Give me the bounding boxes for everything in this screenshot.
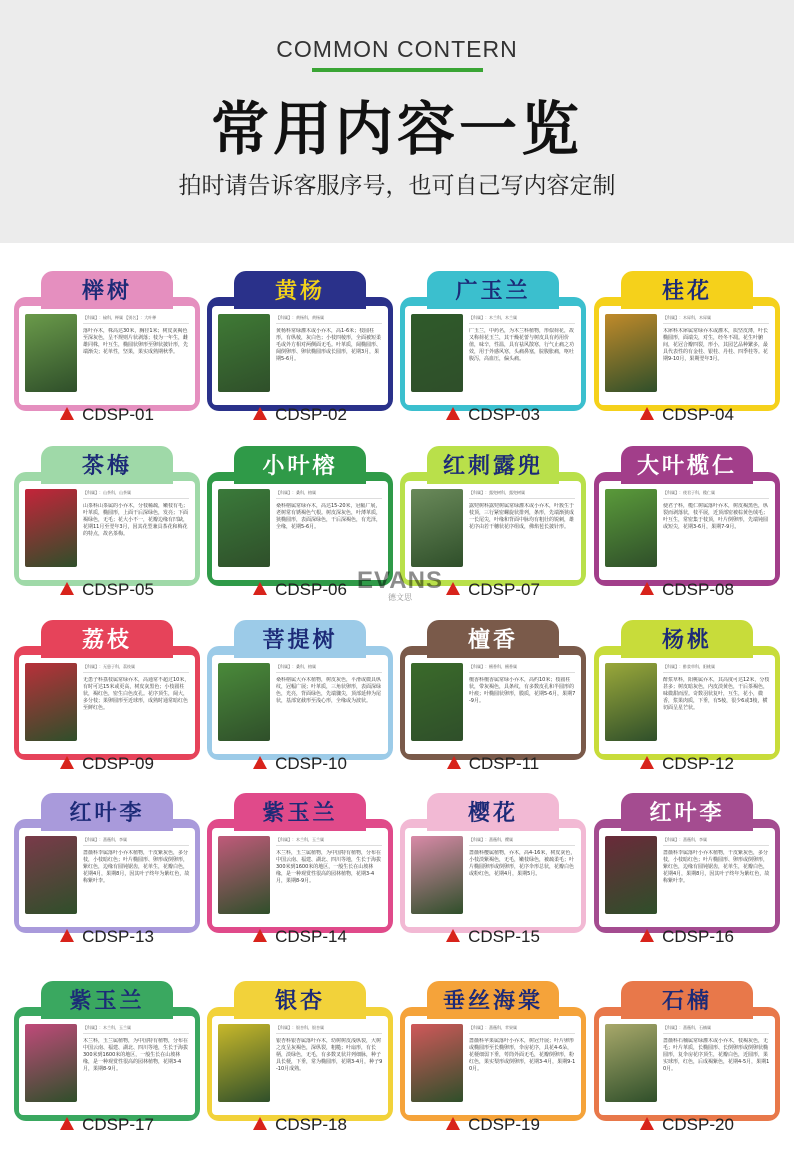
red-arrow-icon bbox=[640, 1117, 654, 1130]
sign-title: 红刺露兜 bbox=[427, 446, 559, 484]
plant-photo bbox=[25, 663, 77, 741]
sign-title: 小叶榕 bbox=[234, 446, 366, 484]
sign-card[interactable] bbox=[14, 428, 200, 603]
sign-card[interactable] bbox=[400, 428, 586, 603]
red-arrow-icon bbox=[640, 582, 654, 595]
sign-code: CDSP-09 bbox=[82, 754, 154, 773]
sign-title: 荔枝 bbox=[41, 620, 173, 658]
plant-meta: 【科属】：檀香科，檀香属 bbox=[469, 662, 575, 673]
sign-code: CDSP-02 bbox=[275, 405, 347, 424]
sign-code: CDSP-20 bbox=[662, 1115, 734, 1134]
plant-description: 木兰科，玉兰属植物，为中国特有植物，分布在中国云南、福建、湖北、四川等地，生长于海拔300米到1600米的地区，一般生长在山坡林缘，是一种观赏性很高的园林植物，花期3-4月，果期8-9月。 bbox=[276, 850, 382, 884]
sign-code-row bbox=[400, 577, 586, 603]
sign-title: 桂花 bbox=[621, 271, 753, 309]
plant-photo bbox=[605, 1024, 657, 1102]
sign-code-row bbox=[400, 924, 586, 950]
sign-code: CDSP-07 bbox=[468, 580, 540, 599]
plant-meta: 【科属】：木兰科，玉兰属 bbox=[83, 1023, 189, 1034]
sign-title: 银杏 bbox=[234, 981, 366, 1019]
plant-description: 无患子科荔枝属常绿乔木，高通常不超过10米，有时可达15米或更高，树皮灰黑色；小枝圆柱状，褐红色，密生白色皮孔。花序顶生，阔大，多分枝；果卵圆形至近球形，成熟时通常暗红色至鲜红色。 bbox=[83, 677, 190, 711]
sign-preview bbox=[14, 981, 200, 1121]
sign-title: 菩提树 bbox=[234, 620, 366, 658]
sign-board bbox=[207, 472, 393, 586]
sign-title: 垂丝海棠 bbox=[427, 981, 559, 1019]
sign-board bbox=[14, 646, 200, 760]
sign-board bbox=[207, 1007, 393, 1121]
sign-content-panel bbox=[19, 306, 195, 405]
red-arrow-icon bbox=[253, 756, 267, 769]
plant-photo bbox=[411, 314, 463, 392]
sign-content-panel bbox=[405, 1016, 581, 1115]
sign-code-row bbox=[14, 924, 200, 950]
sign-title: 紫玉兰 bbox=[234, 793, 366, 831]
sign-code-row bbox=[14, 1112, 200, 1138]
sign-title: 檀香 bbox=[427, 620, 559, 658]
red-arrow-icon bbox=[446, 1117, 460, 1130]
sign-preview bbox=[400, 981, 586, 1121]
sign-code-row bbox=[594, 577, 780, 603]
sign-content-panel bbox=[19, 828, 195, 927]
plant-description: 桑科榕属大乔木植物，树皮灰色，平滑或微具纵纹，冠幅广展；叶革质，三角状卵形，表面深绿色，光亮，背面绿色，先端骤尖，顶部延伸为尾状，基部宽截形至浅心形，全缘或为波状。 bbox=[276, 677, 382, 704]
sign-code: CDSP-10 bbox=[275, 754, 347, 773]
sign-code-row bbox=[207, 751, 393, 777]
sign-content-panel bbox=[19, 1016, 195, 1115]
red-arrow-icon bbox=[60, 407, 74, 420]
sign-code: CDSP-05 bbox=[82, 580, 154, 599]
sign-board bbox=[14, 819, 200, 933]
red-arrow-icon bbox=[60, 1117, 74, 1130]
sign-title: 广玉兰 bbox=[427, 271, 559, 309]
plant-description: 露兜树科露兜树属常绿灌木或小乔木，叶簇生于枝顶，三行紧密螺旋状排列，条形，先端渐狭成一长尾尖，叶缘和背面中脉均有粗壮的锐刺，雄花序由若干穗状花序组成，佛焰苞长披针形。 bbox=[469, 503, 575, 530]
english-title: COMMON CONTERN bbox=[276, 36, 518, 62]
sign-board bbox=[14, 472, 200, 586]
sign-title: 茶梅 bbox=[41, 446, 173, 484]
plant-description: 广玉兰，中药名，为木兰科植物，形似荷花，故又称荷花玉兰，其干燥花蕾与树皮具有药用价值，味辛，性温，具有祛风散寒，行气止痛之功效，用于外感风寒，头痛鼻塞，脘腹胀痛，呕吐腹泻，高血压，偏头痛。 bbox=[469, 328, 575, 362]
sign-board bbox=[207, 297, 393, 411]
sign-code: CDSP-14 bbox=[275, 927, 347, 946]
sign-preview bbox=[207, 793, 393, 933]
sign-card[interactable] bbox=[400, 963, 586, 1138]
sign-code: CDSP-08 bbox=[662, 580, 734, 599]
sign-preview bbox=[207, 271, 393, 411]
plant-photo bbox=[411, 489, 463, 567]
plant-photo bbox=[218, 314, 270, 392]
plant-photo bbox=[25, 1024, 77, 1102]
red-arrow-icon bbox=[640, 756, 654, 769]
plant-photo bbox=[411, 836, 463, 914]
sign-card[interactable] bbox=[207, 775, 393, 950]
sign-board bbox=[400, 1007, 586, 1121]
title-underline bbox=[312, 68, 483, 72]
plant-meta: 【科属】：黄杨科，黄杨属 bbox=[276, 313, 382, 324]
sign-code-row bbox=[14, 577, 200, 603]
sign-code-row bbox=[207, 402, 393, 428]
plant-description: 山茶科山茶属的小乔木，分枝稀疏，嫩枝有毛；叶革质，椭圆形，上面干后深绿色，发亮；下面褐绿色，无毛；花大小不一，花瓣边缘有凹缺，花期11月至翌年3月，因其花型兼具茶花和梅花的特点，故名茶梅。 bbox=[83, 503, 189, 537]
plant-description: 银杏科银杏属落叶乔木，幼树树皮浅纵裂，大树之皮呈灰褐色，深纵裂，粗糙；叶扇形，有长柄，淡绿色，无毛，有多数叉状并列细脉，种子具长梗，下垂，常为椭圆形，花期3-4月，种子9-10月成熟。 bbox=[276, 1038, 383, 1072]
sign-content-panel bbox=[212, 655, 388, 754]
sign-board bbox=[14, 297, 200, 411]
sign-title: 石楠 bbox=[621, 981, 753, 1019]
plant-description: 黄杨科常绿灌木或小乔木，高1-6米；枝圆柱形，有纵棱，灰白色；小枝四棱形，全面被短柔毛或外方相对两侧面无毛。叶革质，阔椭圆形、阔倒卵形、卵状椭圆形或长圆形，花期3月，果期5-6月。 bbox=[276, 328, 382, 362]
sign-code-row bbox=[400, 402, 586, 428]
sign-content-panel bbox=[405, 481, 581, 580]
red-arrow-icon bbox=[446, 407, 460, 420]
sign-code-row bbox=[594, 751, 780, 777]
sign-content-panel bbox=[599, 481, 775, 580]
plant-description: 蔷薇科樱属植物，乔木，高4-16米，树皮灰色，小枝淡紫褐色，无毛，嫩枝绿色，被疏柔毛；叶片椭圆卵形或倒卵形，花序伞形总状，花瓣白色或粉红色，花期4月，果期5月。 bbox=[469, 850, 576, 877]
red-arrow-icon bbox=[253, 1117, 267, 1130]
sign-content-panel bbox=[405, 828, 581, 927]
sign-board bbox=[400, 646, 586, 760]
sign-content-panel bbox=[212, 1016, 388, 1115]
sign-preview bbox=[400, 271, 586, 411]
sign-title: 樱花 bbox=[427, 793, 559, 831]
sign-card[interactable] bbox=[207, 253, 393, 428]
sign-content-panel bbox=[19, 481, 195, 580]
sign-code: CDSP-12 bbox=[662, 754, 734, 773]
red-arrow-icon bbox=[60, 929, 74, 942]
sign-board bbox=[400, 819, 586, 933]
plant-meta: 【科属】：蔷薇科，李属 bbox=[663, 835, 769, 846]
sign-code: CDSP-18 bbox=[275, 1115, 347, 1134]
red-arrow-icon bbox=[60, 582, 74, 595]
sign-code: CDSP-01 bbox=[82, 405, 154, 424]
sign-board bbox=[594, 1007, 780, 1121]
sign-board bbox=[14, 1007, 200, 1121]
sign-board bbox=[594, 819, 780, 933]
sign-board bbox=[594, 646, 780, 760]
sign-board bbox=[400, 472, 586, 586]
sign-preview bbox=[400, 446, 586, 586]
sign-code: CDSP-11 bbox=[468, 754, 540, 773]
plant-meta: 【科属】：木兰科，木兰属 bbox=[469, 313, 575, 324]
plant-meta: 【科属】：木兰科，玉兰属 bbox=[276, 835, 382, 846]
page-subtitle: 拍时请告诉客服序号，也可自己写内容定制 bbox=[178, 173, 616, 199]
sign-card[interactable] bbox=[14, 775, 200, 950]
sign-card[interactable] bbox=[14, 602, 200, 777]
sign-code-row bbox=[594, 1112, 780, 1138]
sign-code-row bbox=[14, 402, 200, 428]
sign-content-panel bbox=[599, 306, 775, 405]
plant-description: 桑科榕属常绿乔木，高达15-20米，冠幅广展，老树常有锈褐色气根。树皮深灰色，叶薄革质，狭椭圆形，表面深绿色，干后深褐色，有光泽，全缘，花期5-6月。 bbox=[276, 503, 382, 530]
sign-preview bbox=[14, 271, 200, 411]
red-arrow-icon bbox=[640, 929, 654, 942]
plant-photo bbox=[605, 489, 657, 567]
sign-preview bbox=[14, 793, 200, 933]
sign-code: CDSP-19 bbox=[468, 1115, 540, 1134]
plant-meta: 【科属】：桑科，榕属 bbox=[276, 662, 382, 673]
red-arrow-icon bbox=[253, 582, 267, 595]
sign-code-row bbox=[207, 1112, 393, 1138]
sign-preview bbox=[207, 620, 393, 760]
sign-card[interactable] bbox=[400, 775, 586, 950]
plant-description: 木兰科，玉兰属植物，为中国特有植物，分布在中国云南、福建、湖北、四川等地，生长于海拔300米到1600米的地区，一般生长在山坡林缘，是一种观赏性很高的园林植物，花期3-4月，果期8-9月。 bbox=[83, 1038, 189, 1072]
plant-meta: 【科属】：蔷薇科，石楠属 bbox=[663, 1023, 769, 1034]
plant-meta: 【科属】：蔷薇科，李属 bbox=[83, 835, 189, 846]
sign-code: CDSP-15 bbox=[468, 927, 540, 946]
sign-preview bbox=[594, 446, 780, 586]
red-arrow-icon bbox=[60, 756, 74, 769]
plant-meta: 【科属】：露兜树科，露兜树属 bbox=[469, 488, 575, 499]
plant-meta: 【科属】：使君子科，榄仁属 bbox=[663, 488, 769, 499]
sign-title: 杨桃 bbox=[621, 620, 753, 658]
plant-meta: 【科属】：蔷薇科，樱属 bbox=[469, 835, 575, 846]
sign-preview bbox=[594, 620, 780, 760]
sign-title: 紫玉兰 bbox=[41, 981, 173, 1019]
sign-code-row bbox=[400, 751, 586, 777]
sign-preview bbox=[400, 620, 586, 760]
plant-meta: 【科属】：无患子科，荔枝属 bbox=[83, 662, 189, 673]
sign-card[interactable] bbox=[207, 602, 393, 777]
red-arrow-icon bbox=[253, 407, 267, 420]
sign-preview bbox=[594, 271, 780, 411]
watermark-brand: EVANS bbox=[357, 567, 443, 594]
plant-photo bbox=[25, 489, 77, 567]
plant-meta: 【科属】：酢浆草科，阳桃属 bbox=[663, 662, 769, 673]
sign-board bbox=[207, 646, 393, 760]
plant-meta: 【科属】：蔷薇科，苹果属 bbox=[469, 1023, 575, 1034]
sign-card[interactable] bbox=[400, 602, 586, 777]
sign-card[interactable] bbox=[207, 428, 393, 603]
sign-code: CDSP-17 bbox=[82, 1115, 154, 1134]
plant-description: 使君子科，榄仁树属落叶乔木，树皮褐黑色，纵裂而剥落状，枝平展，近顶部密被棕黄色绒毛；叶互生，常密集于枝顶，叶片倒卵形，先端钝圆或短尖，花期3-6月，果期7-9月。 bbox=[663, 503, 769, 530]
plant-description: 蔷薇科石楠属常绿灌木或小乔木，枝褐灰色，无毛；叶片革质，长椭圆形、长倒卵形或倒卵状椭圆形，复伞房花序顶生，花瓣白色，近圆形，果实球形，红色，后成褐紫色，花期4-5月，果期10月。 bbox=[663, 1038, 770, 1072]
sign-board bbox=[207, 819, 393, 933]
sign-card[interactable] bbox=[14, 253, 200, 428]
sign-content-panel bbox=[212, 481, 388, 580]
sign-code: CDSP-13 bbox=[82, 927, 154, 946]
sign-code: CDSP-04 bbox=[662, 405, 734, 424]
sign-code-row bbox=[594, 402, 780, 428]
plant-photo bbox=[218, 1024, 270, 1102]
red-arrow-icon bbox=[447, 756, 461, 769]
sign-content-panel bbox=[599, 1016, 775, 1115]
sign-grid bbox=[0, 243, 794, 1157]
plant-description: 酢浆草科，阳桃属乔木，其高度可达12米，分枝甚多；树皮暗灰色，内皮淡黄色，干后茶褐色，味微甜而涩。奇数羽状复叶，互生，花小，微香，浆果肉质，下垂，有5棱，很少6或3棱，横切面呈星芒状。 bbox=[663, 677, 770, 711]
plant-description: 落叶乔木，株高达30米，胸径1米；树皮灰褐色至深灰色，呈不规则片状剥落；枝为一年生，雌雄同株，叶互生，椭圆状卵形至卵状披针形，先端渐尖；花单性，坚果，果实成熟期秋季。 bbox=[83, 328, 189, 355]
plant-photo bbox=[25, 836, 77, 914]
plant-description: 蔷薇科苹果属落叶小乔木，树冠开展；叶片卵形或椭圆形至长椭卵形，伞房花序，具花4-6朵，花梗细弱下垂，萼筒外面无毛，花瓣倒卵形，粉红色，果实梨形或倒卵形，花期3-4月，果期9-10月。 bbox=[469, 1038, 576, 1072]
sign-content-panel bbox=[405, 655, 581, 754]
sign-title: 榉树 bbox=[41, 271, 173, 309]
watermark-subtext: 德文思 bbox=[388, 593, 412, 602]
sign-content-panel bbox=[405, 306, 581, 405]
plant-meta: 【科属】：木犀科，木犀属 bbox=[663, 313, 769, 324]
sign-content-panel bbox=[212, 828, 388, 927]
sign-card[interactable] bbox=[207, 963, 393, 1138]
page-title: 常用内容一览 bbox=[210, 95, 583, 163]
sign-content-panel bbox=[599, 828, 775, 927]
sign-card[interactable] bbox=[400, 253, 586, 428]
plant-meta: 【科属】：银杏科，银杏属 bbox=[276, 1023, 382, 1034]
plant-description: 蔷薇科李属落叶小乔木植物，干皮紫灰色，多分枝，小枝暗红色；叶片椭圆形、卵形或倒卵形，紫红色，边缘有圆钝锯齿，花单生，花瓣白色，花期4月，果期8月，因其叶子终年为紫红色，故称紫叶李。 bbox=[83, 850, 190, 884]
plant-photo bbox=[25, 314, 77, 392]
sign-code: CDSP-03 bbox=[468, 405, 540, 424]
sign-preview bbox=[594, 981, 780, 1121]
red-arrow-icon bbox=[446, 582, 460, 595]
sign-card[interactable] bbox=[594, 775, 780, 950]
plant-photo bbox=[218, 489, 270, 567]
sign-title: 红叶李 bbox=[621, 793, 753, 831]
sign-card[interactable] bbox=[14, 963, 200, 1138]
plant-photo bbox=[605, 314, 657, 392]
sign-card[interactable] bbox=[594, 428, 780, 603]
plant-meta: 【科属】：桑科，榕属 bbox=[276, 488, 382, 499]
plant-description: 木犀科木犀属常绿乔木或灌木，质坚皮薄，叶长椭圆形，面端尖，对生，经冬不凋。花生叶腑间，花冠合瓣四裂，形小，其园艺品种繁多，最具代表性的有金桂、银桂、丹桂、四季桂等。花期9-10月，果期翌年3月。 bbox=[663, 328, 769, 362]
sign-preview bbox=[14, 446, 200, 586]
sign-content-panel bbox=[599, 655, 775, 754]
sign-content-panel bbox=[19, 655, 195, 754]
header-banner bbox=[0, 0, 794, 243]
sign-board bbox=[400, 297, 586, 411]
sign-card[interactable] bbox=[594, 253, 780, 428]
sign-preview bbox=[14, 620, 200, 760]
sign-card[interactable] bbox=[594, 602, 780, 777]
plant-photo bbox=[218, 663, 270, 741]
sign-content-panel bbox=[212, 306, 388, 405]
sign-code: CDSP-16 bbox=[662, 927, 734, 946]
sign-code-row bbox=[14, 751, 200, 777]
sign-title: 黄杨 bbox=[234, 271, 366, 309]
sign-title: 大叶榄仁 bbox=[621, 446, 753, 484]
red-arrow-icon bbox=[446, 929, 460, 942]
plant-meta: 【科属】：山茶科，山茶属 bbox=[83, 488, 189, 499]
plant-photo bbox=[605, 836, 657, 914]
plant-description: 檀香科檀香属常绿小乔木，高约10米；枝圆柱状，带灰褐色，具条纹，有多数皮孔和半圆形的叶痕；叶椭圆状卵形，膜质，花期5-6月，果期7-9月。 bbox=[469, 677, 576, 704]
plant-photo bbox=[411, 1024, 463, 1102]
red-arrow-icon bbox=[253, 929, 267, 942]
sign-title: 红叶李 bbox=[41, 793, 173, 831]
plant-photo bbox=[411, 663, 463, 741]
sign-preview bbox=[207, 446, 393, 586]
sign-board bbox=[594, 297, 780, 411]
plant-meta: 【科属】：榆科，榉属 【别名】：大叶榉 bbox=[83, 313, 189, 324]
sign-code: CDSP-06 bbox=[275, 580, 347, 599]
sign-code-row bbox=[400, 1112, 586, 1138]
plant-photo bbox=[218, 836, 270, 914]
plant-description: 蔷薇科李属落叶小乔木植物，干皮紫灰色，多分枝，小枝暗红色；叶片椭圆形、卵形或倒卵形，紫红色，边缘有圆钝锯齿，花单生，花瓣白色，花期4月，果期8月，因其叶子终年为紫红色，故称紫叶李。 bbox=[663, 850, 770, 884]
sign-card[interactable] bbox=[594, 963, 780, 1138]
sign-code-row bbox=[207, 577, 393, 603]
sign-board bbox=[594, 472, 780, 586]
plant-photo bbox=[605, 663, 657, 741]
sign-preview bbox=[400, 793, 586, 933]
sign-preview bbox=[207, 981, 393, 1121]
sign-code-row bbox=[207, 924, 393, 950]
sign-preview bbox=[594, 793, 780, 933]
red-arrow-icon bbox=[640, 407, 654, 420]
sign-code-row bbox=[594, 924, 780, 950]
